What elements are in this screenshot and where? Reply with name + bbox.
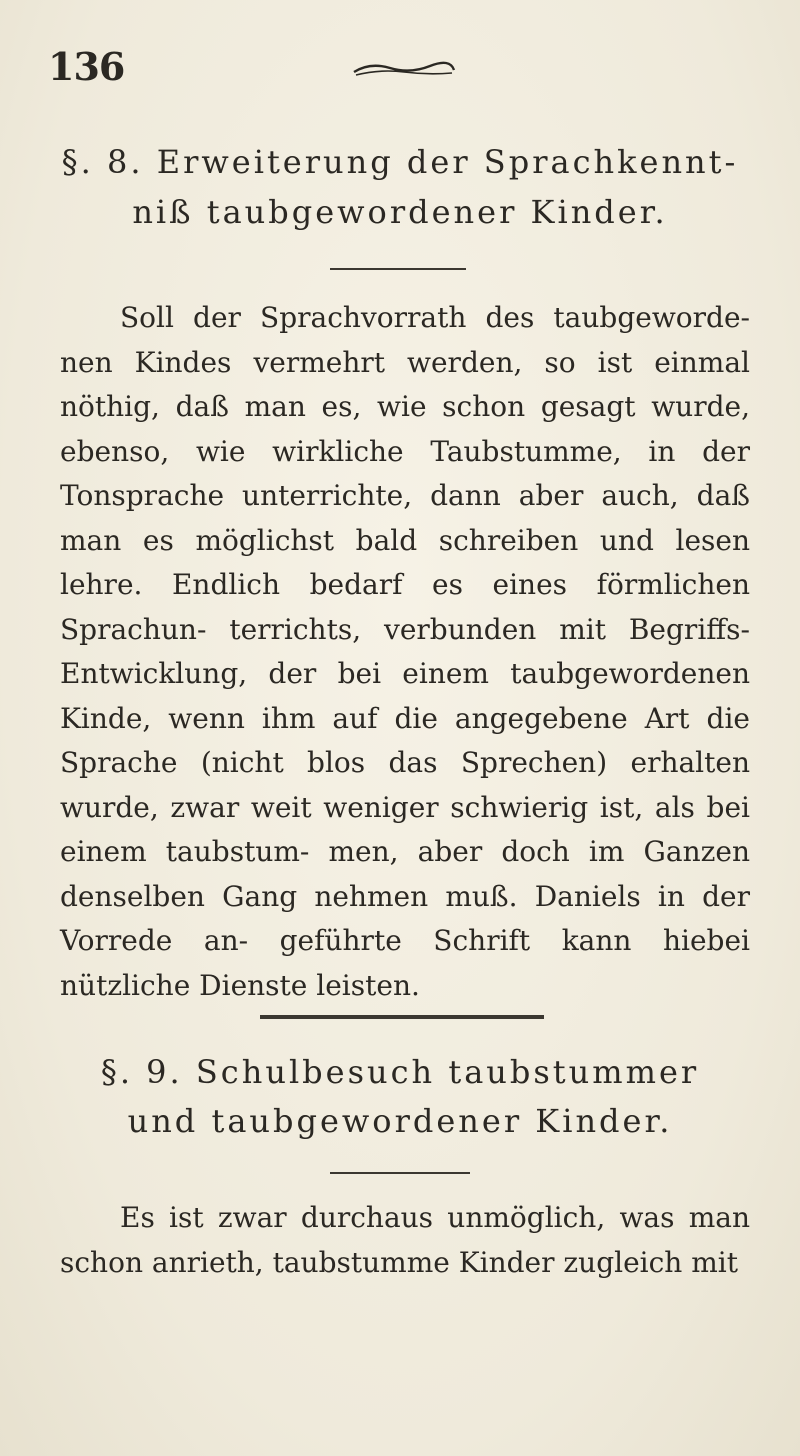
section-9-body: Es ist zwar durchaus unmöglich, was man schon anrieth, taubstumme Kinder zugleich mit	[60, 1201, 750, 1279]
section-separator	[260, 1015, 544, 1019]
section-8-divider	[330, 268, 466, 270]
section-8-body: Soll der Sprachvorrath des taubgeworde- nen Kindes vermehrt werden, so ist einmal nöthig, daß man es, wie schon gesagt wurde, ebenso, wie wirkliche Taubstumme, in der Tonsprache unterrichte, dann aber auch, daß man es möglichst bald schreiben und lesen lehre. Endlich bedarf es eines förmlichen Sprachun- terrichts, verbunden mit Begriffs-Entwicklung, der bei einem taubgewordenen Kinde, wenn ihm auf die angegebene Art die Sprache (nicht blos das Sprechen) erhalten wurde, zwar weit weniger schwierig ist, als bei einem taubstum- men, aber doch im Ganzen denselben Gang nehmen muß. Daniels in der Vorrede an- geführte Schrift kann hiebei nützliche Dienste leisten.	[60, 301, 750, 1002]
page-number: 136	[48, 44, 125, 89]
section-9-divider	[330, 1172, 470, 1174]
section-9-heading-line-1: §. 9. Schulbesuch taubstummer	[100, 1053, 700, 1091]
header-ornament	[350, 60, 458, 78]
section-9-heading-line-2: und taubgewordener Kinder.	[127, 1102, 673, 1140]
section-8-heading-line-1: §. 8. Erweiterung der Sprachkennt-	[61, 143, 739, 181]
section-8-heading-line-2: niß taubgewordener Kinder.	[132, 193, 668, 231]
